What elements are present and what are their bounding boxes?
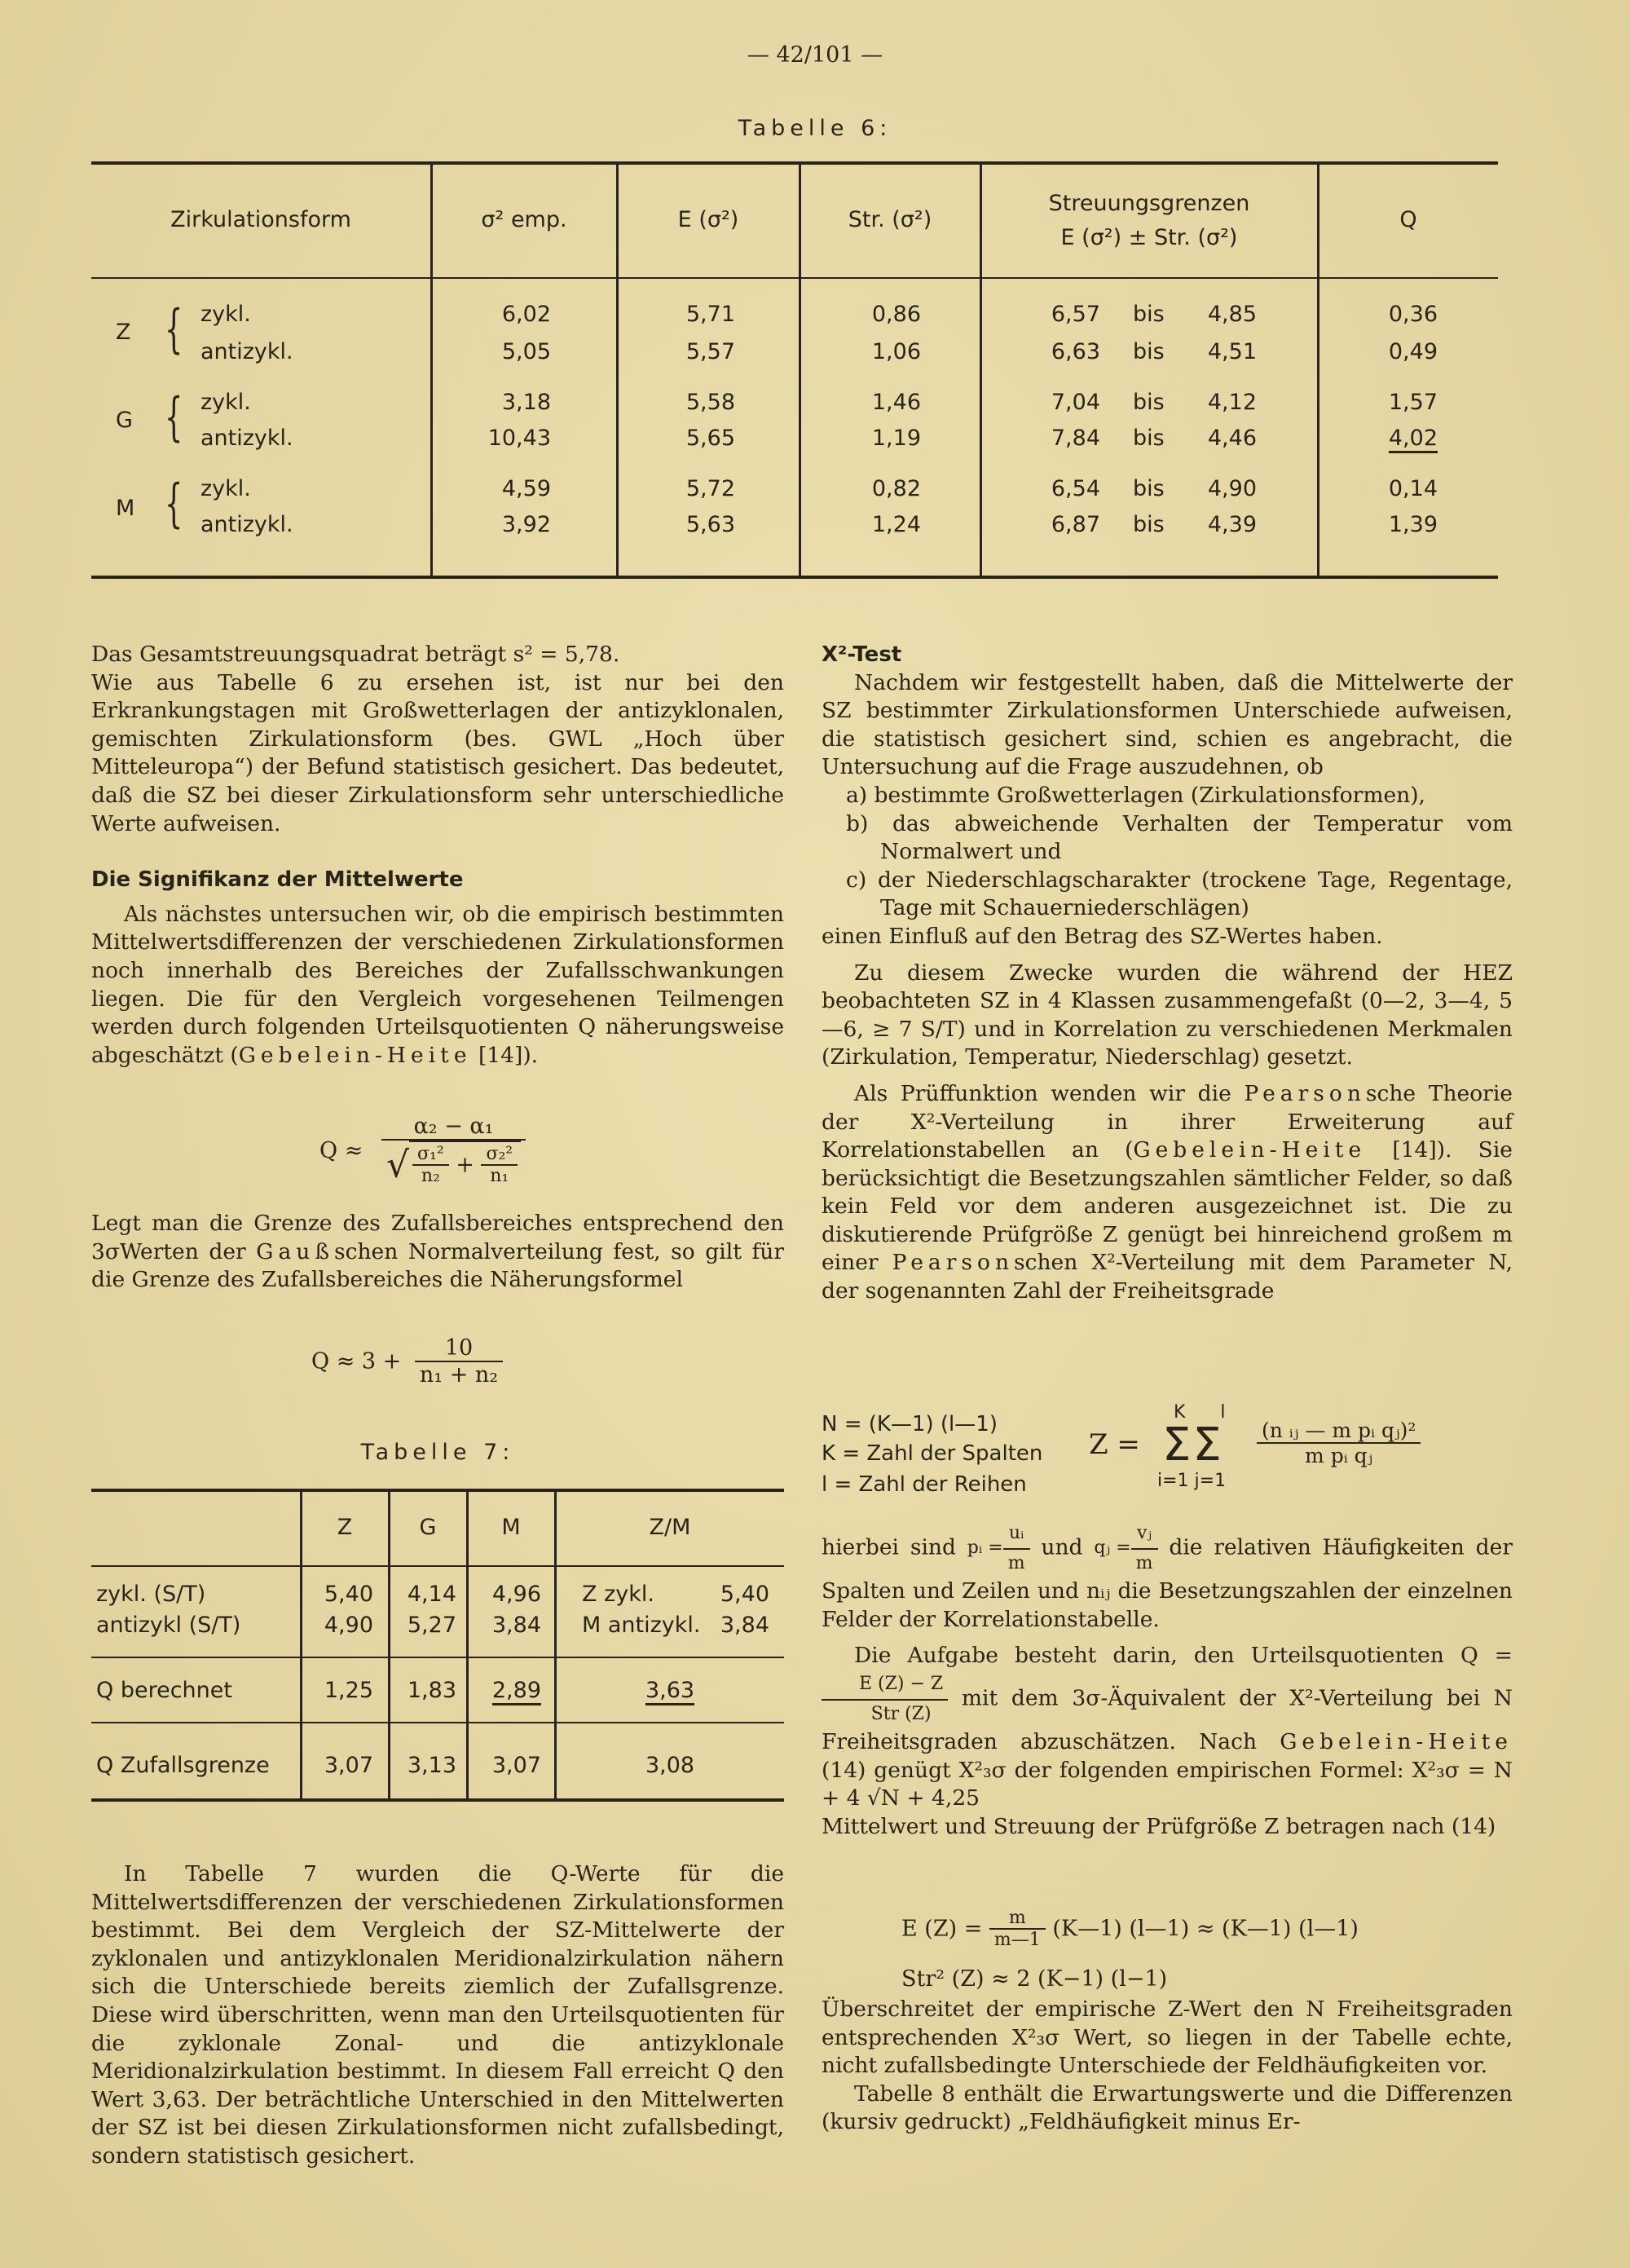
paragraph: Tabelle 8 enthält die Erwartungswerte und die Differenzen (kursiv gedruckt) „Feldhäufigkeit minus Er- — [822, 2080, 1513, 2135]
table7-top-rule — [91, 1489, 784, 1492]
paragraph: Zu diesem Zwecke wurden die während der HEZ beobachteten SZ in 4 Klassen zusammengefaßt (0—2, 3—4, 5—6, ≥ 7 S/T) und in Korrelation zu verschiedenen Merkmalen (Zirkulation, Temperatur, Niederschlag) gesetzt. — [822, 960, 1513, 1070]
t6-header-e: E (σ²) — [677, 207, 739, 232]
t7-cell: 3,07 — [324, 1753, 373, 1778]
definition: K = Zahl der Spalten — [822, 1441, 1043, 1466]
formula-z-frac: $\frac{\text{(n ᵢⱼ — m pᵢ qⱼ)²}}{\text{m pᵢ qⱼ}}$ — [1257, 1419, 1421, 1467]
t6-cell-q: 0,36 — [1388, 302, 1438, 327]
t7-header: Z — [337, 1515, 353, 1540]
page-number: — 42/101 — — [747, 42, 883, 68]
left-column-mid — [91, 1210, 784, 1295]
t6-cell-lo: 7,04 — [1051, 390, 1100, 415]
author-name: Gebelein-Heite — [238, 1042, 472, 1068]
definition: l = Zahl der Reihen — [822, 1472, 1027, 1497]
t7-header: Z/M — [649, 1515, 691, 1540]
t6-row-name: zykl. — [200, 476, 251, 501]
right-column-top — [822, 641, 1513, 1306]
list-item: c) der Niederschlagscharakter (trockene Tage, Regentage, Tage mit Schauerniederschlägen) — [846, 867, 1513, 921]
t7-cell: Z zykl. — [582, 1582, 654, 1607]
t7-cell: 4,14 — [407, 1582, 456, 1607]
t7-cell: 1,25 — [324, 1678, 373, 1703]
paragraph: Die Aufgabe besteht darin, den Urteilsquotienten Q = $\frac{E (Z) - Z}{\text{Str (Z)}}$ mit dem 3σ-Äquivalent der X²-Verteilung bei N Freiheitsgraden abzuschätzen. Nach Gebelein-Heite (14) genügt X²₃σ der folgenden empirischen Formel: X²₃σ = N + 4 √N + 4,25 — [822, 1643, 1513, 1811]
t6-cell-bis: bis — [1133, 512, 1165, 537]
t7-cell: 3,84 — [720, 1613, 769, 1638]
paragraph: Legt man die Grenze des Zufallsbereiches entsprechend den 3σWerten der Gaußschen Normalverteilung fest, so gilt für die Grenze des Zufallsbereiches die Näherungsformel — [91, 1211, 784, 1293]
t7-cell: 2,89 — [492, 1678, 541, 1705]
t6-cell-str: 0,82 — [871, 476, 921, 501]
t7-row-label: antizykl (S/T) — [96, 1613, 241, 1638]
author-name: Gebelein-Heite — [1133, 1137, 1367, 1163]
author-name: Pearson — [1244, 1080, 1366, 1106]
paragraph: Als nächstes untersuchen wir, ob die empirisch bestimmten Mittelwertsdifferenzen der verschiedenen Zirkulationsformen noch innerhalb des Bereiches der Zufallsschwankungen liegen. Die für den Vergleich vorgesehenen Teilmengen werden durch folgenden Urteilsquotienten Q näherungsweise abgeschätzt (Gebelein-Heite [14]). — [91, 901, 784, 1068]
t6-row-name: zykl. — [200, 302, 251, 327]
table7-rule — [91, 1657, 784, 1658]
t6-row-name: antizykl. — [200, 339, 293, 364]
t6-header-grenzen-formula: E (σ²) ± Str. (σ²) — [1060, 225, 1238, 250]
definition: N = (K—1) (l—1) — [822, 1412, 998, 1436]
t6-cell-q: 1,39 — [1388, 512, 1438, 537]
paragraph: Wie aus Tabelle 6 zu ersehen ist, ist nur bei den Erkrankungstagen mit Großwetterlagen der antizyklonalen, gemischten Zirkulationsform (bes. GWL „Hoch über Mitteleuropa“) der Befund statistisch gesichert. Das bedeutet, daß die SZ bei dieser Zirkulationsform sehr unterschiedliche Werte aufweisen. — [91, 669, 784, 836]
formula-z-lhs: Z = — [1089, 1428, 1140, 1461]
t6-header-form: Zirkulationsform — [170, 207, 351, 232]
t6-cell-bis: bis — [1133, 476, 1165, 501]
t7-cell: M antizykl. — [582, 1613, 701, 1638]
t6-cell-emp: 3,92 — [501, 512, 551, 537]
t6-cell-hi: 4,12 — [1207, 390, 1257, 415]
author-name: Gebelein-Heite — [1280, 1729, 1513, 1755]
t7-cell: 5,40 — [324, 1582, 373, 1607]
t6-cell-hi: 4,51 — [1207, 339, 1257, 364]
formula-q: Q ≈ α₂ − α₁ √ $\frac{\text{σ₁²}}{\text{n₂}}$ + $\frac{\text{σ₂²}}{\text{n₁}}$ — [319, 1114, 526, 1188]
table6-bottom-rule — [91, 576, 1498, 579]
t6-cell-lo: 6,63 — [1051, 339, 1100, 364]
t6-group-label: G — [116, 408, 133, 433]
paragraph: einen Einfluß auf den Betrag des SZ-Wertes haben. — [822, 923, 1383, 949]
t6-cell-emp: 10,43 — [487, 426, 551, 451]
t6-row-name: antizykl. — [200, 512, 293, 537]
t6-header-emp: σ² emp. — [481, 207, 567, 232]
table7-rule — [91, 1722, 784, 1723]
t6-cell-e: 5,63 — [685, 512, 735, 537]
t6-cell-str: 1,46 — [871, 390, 921, 415]
paragraph: Als Prüffunktion wenden wir die Pearsonsche Theorie der X²-Verteilung in ihrer Erweiterung auf Korrelationstabellen an (Gebelein-Heite [14]). Sie berücksichtigt die Besetzungszahlen sämtlicher Felder, so daß kein Feld vor dem anderen ausgezeichnet ist. Die zu diskutierende Prüfgröße Z genügt bei hinreichend großem m einer Pearsonschen X²-Verteilung mit dem Parameter N, der sogenannten Zahl der Freiheitsgrade — [822, 1080, 1513, 1304]
formula-str: Str² (Z) ≈ 2 (K−1) (l−1) — [901, 1966, 1168, 1992]
t6-cell-str: 1,19 — [871, 426, 921, 451]
t6-header-str: Str. (σ²) — [848, 207, 932, 232]
t6-cell-q: 0,49 — [1388, 339, 1438, 364]
t6-cell-e: 5,72 — [685, 476, 735, 501]
t7-header: G — [419, 1515, 437, 1540]
table6-caption: Tabelle 6: — [738, 116, 892, 141]
t6-cell-emp: 6,02 — [501, 302, 551, 327]
author-name: Gauß — [256, 1238, 335, 1264]
t7-cell: 4,96 — [491, 1582, 541, 1607]
paragraph: Mittelwert und Streuung der Prüfgröße Z betragen nach (14) — [822, 1813, 1496, 1839]
table7-caption: Tabelle 7: — [360, 1440, 515, 1465]
formula-sum: ΣΣ — [1162, 1419, 1223, 1472]
t7-cell: 4,90 — [324, 1613, 373, 1638]
t6-cell-hi: 4,90 — [1207, 476, 1257, 501]
t6-group-label: Z — [116, 320, 131, 345]
t6-brace: { — [165, 299, 183, 360]
paragraph: hierbei sind pᵢ = $\frac{\text{uᵢ}}{m}$ und qⱼ = $\frac{\text{vⱼ}}{m}$ die relativen Häufigkeiten der Spalten und Zeilen und nᵢⱼ die Besetzungszahlen der einzelnen Felder der Korrelationstabelle. — [822, 1520, 1513, 1634]
t6-cell-emp: 3,18 — [501, 390, 551, 415]
formula-limit: Q ≈ 3 + $\frac{10}{\text{n₁ + n₂}}$ — [311, 1335, 503, 1388]
t7-cell: 3,08 — [645, 1753, 695, 1778]
t6-cell-lo: 7,84 — [1051, 426, 1100, 451]
t6-cell-lo: 6,57 — [1051, 302, 1100, 327]
t6-cell-q: 4,02 — [1319, 426, 1438, 451]
t7-cell: 5,40 — [720, 1582, 769, 1607]
t7-cell: 3,63 — [645, 1678, 694, 1705]
author-name: Pearson — [892, 1250, 1015, 1276]
t6-cell-lo: 6,87 — [1051, 512, 1100, 537]
t6-cell-str: 0,86 — [871, 302, 921, 327]
t6-cell-hi: 4,85 — [1207, 302, 1257, 327]
t7-row-label: zykl. (S/T) — [96, 1582, 206, 1607]
formula-sum-limits: K l — [1174, 1402, 1240, 1423]
table6-header-rule — [91, 277, 1498, 279]
table7-bottom-rule — [91, 1798, 784, 1802]
paragraph: Nachdem wir festgestellt haben, daß die Mittelwerte der SZ bestimmter Zirkulationsformen Unterschiede aufweisen, die statistisch gesichert sind, schien es angebracht, die Untersuchung auf die Frage auszudehnen, ob — [822, 669, 1513, 780]
formula-ez: E (Z) = $\frac{m}{m—1}$ (K—1) (l—1) ≈ (K—1) (l—1) — [901, 1908, 1359, 1950]
t6-cell-lo: 6,54 — [1051, 476, 1100, 501]
t7-cell: 3,84 — [491, 1613, 541, 1638]
t6-cell-hi: 4,39 — [1207, 512, 1257, 537]
formula-numerator: α₂ − α₁ — [381, 1114, 526, 1141]
list-item: b) das abweichende Verhalten der Temperatur vom Normalwert und — [846, 810, 1513, 865]
right-column-mid — [822, 1520, 1513, 1842]
formula-sum-limits: i=1 j=1 — [1157, 1471, 1227, 1491]
section-heading: X²-Test — [822, 642, 902, 667]
t6-cell-hi: 4,46 — [1207, 426, 1257, 451]
t6-brace: { — [165, 387, 183, 448]
table7-header-rule — [91, 1565, 784, 1567]
t6-cell-e: 5,71 — [685, 302, 735, 327]
t7-cell: 3,07 — [491, 1753, 541, 1778]
t6-cell-q: 1,57 — [1388, 390, 1438, 415]
t6-cell-bis: bis — [1133, 426, 1165, 451]
t7-row-label: Q Zufallsgrenze — [96, 1753, 270, 1778]
t6-cell-e: 5,57 — [685, 339, 735, 364]
t7-cell: 5,27 — [407, 1613, 456, 1638]
t6-group-label: M — [116, 496, 135, 521]
t6-cell-bis: bis — [1133, 302, 1165, 327]
t6-cell-emp: 4,59 — [501, 476, 551, 501]
t6-cell-emp: 5,05 — [501, 339, 551, 364]
t7-cell: 1,83 — [407, 1678, 456, 1703]
t6-brace: { — [165, 474, 183, 534]
t6-cell-e: 5,65 — [685, 426, 735, 451]
t6-cell-e: 5,58 — [685, 390, 735, 415]
t6-cell-str: 1,24 — [871, 512, 921, 537]
list-item: a) bestimmte Großwetterlagen (Zirkulationsformen), — [846, 782, 1425, 808]
t6-cell-bis: bis — [1133, 339, 1165, 364]
t7-header: M — [501, 1515, 521, 1540]
paragraph: Das Gesamtstreuungsquadrat beträgt s² = 5,78. — [91, 642, 620, 667]
t7-cell: 3,13 — [407, 1753, 456, 1778]
t6-cell-bis: bis — [1133, 390, 1165, 415]
section-heading: Die Signifikanz der Mittelwerte — [91, 867, 464, 893]
t7-row-label: Q berechnet — [96, 1678, 232, 1703]
t6-cell-q: 0,14 — [1388, 476, 1438, 501]
table6-top-rule — [91, 161, 1498, 165]
t6-header-q: Q — [1399, 207, 1417, 232]
left-column-top — [91, 641, 784, 1070]
paragraph: Überschreitet der empirische Z-Wert den N Freiheitsgraden entsprechenden X²₃σ Wert, so liegen in der Tabelle echte, nicht zufallsbedingte Unterschiede der Feldhäufigkeiten vor. — [822, 1997, 1513, 2079]
right-column-bottom — [822, 1996, 1513, 2137]
t6-cell-str: 1,06 — [871, 339, 921, 364]
t6-row-name: zykl. — [200, 390, 251, 415]
t6-header-grenzen: Streuungsgrenzen — [1048, 191, 1250, 216]
paragraph: In Tabelle 7 wurden die Q-Werte für die Mittelwertsdifferenzen der verschiedenen Zirkulationsformen bestimmt. Bei dem Vergleich der SZ-Mittelwerte der zyklonalen und antizyklonalen Meridionalzirkulation nähern sich die Unterschiede bereits ziemlich der Zufallsgrenze. Diese wird überschritten, wenn man den Urteilsquotienten für die zyklonale Zonal- und die antizyklonale Meridionalzirkulation bestimmt. In diesem Fall erreicht Q den Wert 3,63. Der beträchtliche Unterschied in den Mittelwerten der SZ ist bei diesen Zirkulationsformen nicht zufallsbedingt, sondern statistisch gesichert. — [91, 1861, 784, 2169]
t6-row-name: antizykl. — [200, 426, 293, 451]
